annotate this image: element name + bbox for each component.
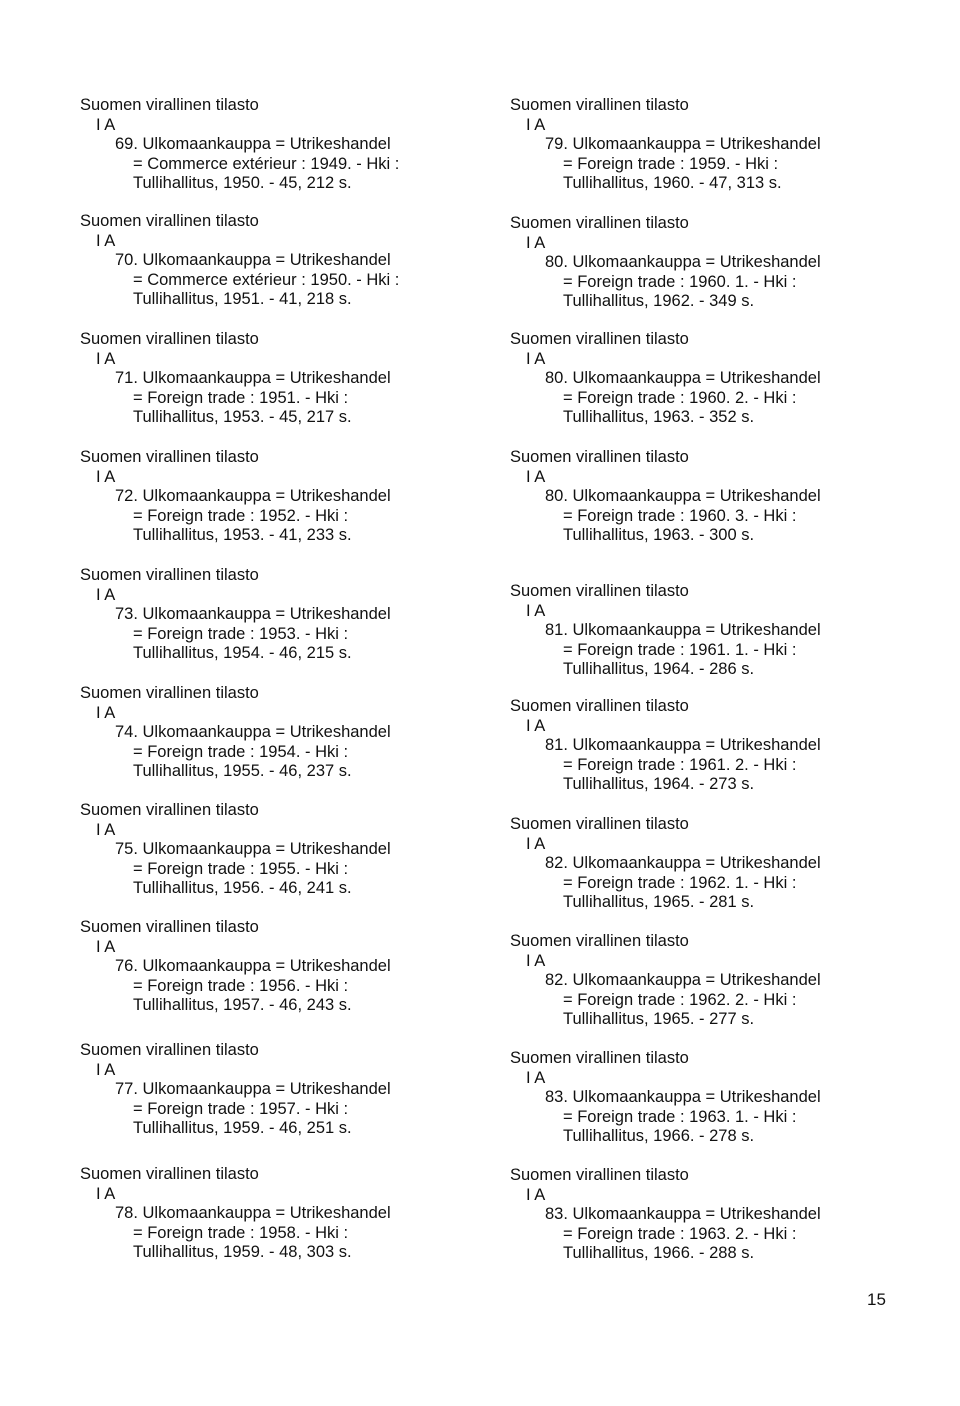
entry-title: 69. Ulkomaankauppa = Utrikeshandel	[115, 135, 391, 153]
entry-imprint: Tullihallitus, 1953. - 45, 217 s.	[133, 408, 352, 426]
entry-parallel-title: = Foreign trade : 1955. - Hki :	[133, 859, 349, 878]
entry-parallel-title: = Foreign trade : 1961. 2. - Hki :	[563, 755, 797, 774]
entry-imprint: Tullihallitus, 1960. - 47, 313 s.	[563, 174, 782, 192]
bibliography-entry	[510, 697, 940, 795]
series-subdivision: I A	[96, 820, 116, 839]
entry-imprint: Tullihallitus, 1964. - 273 s.	[563, 775, 755, 793]
entry-title: 75. Ulkomaankauppa = Utrikeshandel	[115, 840, 391, 858]
series-title: Suomen virallinen tilasto	[80, 1165, 259, 1183]
bibliography-entry	[510, 1049, 940, 1147]
entry-parallel-title: = Foreign trade : 1963. 1. - Hki :	[563, 1107, 797, 1126]
series-subdivision: I A	[526, 834, 546, 853]
series-subdivision: I A	[526, 716, 546, 735]
entry-imprint: Tullihallitus, 1965. - 277 s.	[563, 1010, 755, 1028]
bibliography-entry	[510, 582, 940, 680]
bibliography-entry	[80, 684, 510, 782]
series-title: Suomen virallinen tilasto	[80, 96, 259, 114]
series-title: Suomen virallinen tilasto	[80, 918, 259, 936]
page-number: 15	[867, 1290, 886, 1309]
series-title: Suomen virallinen tilasto	[80, 1041, 259, 1059]
bibliography-entry	[510, 815, 940, 913]
entry-parallel-title: = Foreign trade : 1960. 2. - Hki :	[563, 388, 797, 407]
entry-imprint: Tullihallitus, 1966. - 288 s.	[563, 1244, 755, 1262]
series-title: Suomen virallinen tilasto	[510, 697, 689, 715]
series-subdivision: I A	[526, 951, 546, 970]
series-title: Suomen virallinen tilasto	[510, 1166, 689, 1184]
bibliography-entry	[80, 1041, 510, 1139]
entry-parallel-title: = Foreign trade : 1963. 2. - Hki :	[563, 1224, 797, 1243]
entry-title: 80. Ulkomaankauppa = Utrikeshandel	[545, 253, 821, 271]
bibliography-entry	[80, 566, 510, 664]
series-title: Suomen virallinen tilasto	[510, 1049, 689, 1067]
entry-imprint: Tullihallitus, 1953. - 41, 233 s.	[133, 526, 352, 544]
series-subdivision: I A	[526, 349, 546, 368]
entry-title: 79. Ulkomaankauppa = Utrikeshandel	[545, 135, 821, 153]
entry-imprint: Tullihallitus, 1965. - 281 s.	[563, 893, 755, 911]
entry-title: 80. Ulkomaankauppa = Utrikeshandel	[545, 487, 821, 505]
entry-imprint: Tullihallitus, 1955. - 46, 237 s.	[133, 762, 352, 780]
entry-title: 82. Ulkomaankauppa = Utrikeshandel	[545, 971, 821, 989]
bibliography-entry	[510, 932, 940, 1030]
bibliography-entry	[510, 330, 940, 428]
series-title: Suomen virallinen tilasto	[510, 932, 689, 950]
bibliography-entry	[80, 330, 510, 428]
entry-title: 81. Ulkomaankauppa = Utrikeshandel	[545, 736, 821, 754]
entry-parallel-title: = Foreign trade : 1951. - Hki :	[133, 388, 349, 407]
entry-imprint: Tullihallitus, 1963. - 352 s.	[563, 408, 755, 426]
series-subdivision: I A	[96, 467, 116, 486]
series-title: Suomen virallinen tilasto	[80, 566, 259, 584]
entry-imprint: Tullihallitus, 1951. - 41, 218 s.	[133, 290, 352, 308]
entry-imprint: Tullihallitus, 1954. - 46, 215 s.	[133, 644, 352, 662]
series-title: Suomen virallinen tilasto	[510, 815, 689, 833]
entry-title: 71. Ulkomaankauppa = Utrikeshandel	[115, 369, 391, 387]
series-subdivision: I A	[96, 1060, 116, 1079]
series-title: Suomen virallinen tilasto	[510, 582, 689, 600]
entry-imprint: Tullihallitus, 1963. - 300 s.	[563, 526, 755, 544]
series-subdivision: I A	[526, 467, 546, 486]
entry-title: 76. Ulkomaankauppa = Utrikeshandel	[115, 957, 391, 975]
entry-title: 83. Ulkomaankauppa = Utrikeshandel	[545, 1088, 821, 1106]
series-subdivision: I A	[96, 349, 116, 368]
entry-parallel-title: = Commerce extérieur : 1950. - Hki :	[133, 270, 400, 289]
series-subdivision: I A	[96, 585, 116, 604]
entry-parallel-title: = Foreign trade : 1961. 1. - Hki :	[563, 640, 797, 659]
series-title: Suomen virallinen tilasto	[80, 448, 259, 466]
series-subdivision: I A	[96, 1184, 116, 1203]
series-title: Suomen virallinen tilasto	[510, 330, 689, 348]
bibliography-entry	[510, 1166, 940, 1264]
series-subdivision: I A	[96, 115, 116, 134]
entry-imprint: Tullihallitus, 1956. - 46, 241 s.	[133, 879, 352, 897]
entry-imprint: Tullihallitus, 1957. - 46, 243 s.	[133, 996, 352, 1014]
series-title: Suomen virallinen tilasto	[510, 96, 689, 114]
entry-parallel-title: = Foreign trade : 1962. 1. - Hki :	[563, 873, 797, 892]
series-subdivision: I A	[526, 1185, 546, 1204]
entry-title: 80. Ulkomaankauppa = Utrikeshandel	[545, 369, 821, 387]
entry-title: 70. Ulkomaankauppa = Utrikeshandel	[115, 251, 391, 269]
entry-imprint: Tullihallitus, 1959. - 46, 251 s.	[133, 1119, 352, 1137]
bibliography-entry	[80, 918, 510, 1016]
entry-imprint: Tullihallitus, 1966. - 278 s.	[563, 1127, 755, 1145]
bibliography-entry	[80, 448, 510, 546]
series-subdivision: I A	[96, 703, 116, 722]
entry-parallel-title: = Foreign trade : 1959. - Hki :	[563, 154, 779, 173]
entry-parallel-title: = Foreign trade : 1956. - Hki :	[133, 976, 349, 995]
entry-parallel-title: = Foreign trade : 1962. 2. - Hki :	[563, 990, 797, 1009]
bibliography-entry	[510, 214, 940, 312]
series-subdivision: I A	[96, 231, 116, 250]
series-subdivision: I A	[526, 233, 546, 252]
series-title: Suomen virallinen tilasto	[80, 330, 259, 348]
series-subdivision: I A	[526, 601, 546, 620]
bibliography-entry	[80, 212, 510, 310]
entry-parallel-title: = Foreign trade : 1953. - Hki :	[133, 624, 349, 643]
entry-parallel-title: = Foreign trade : 1960. 1. - Hki :	[563, 272, 797, 291]
entry-parallel-title: = Foreign trade : 1958. - Hki :	[133, 1223, 349, 1242]
entry-title: 74. Ulkomaankauppa = Utrikeshandel	[115, 723, 391, 741]
entry-parallel-title: = Foreign trade : 1952. - Hki :	[133, 506, 349, 525]
series-title: Suomen virallinen tilasto	[510, 448, 689, 466]
entry-parallel-title: = Foreign trade : 1954. - Hki :	[133, 742, 349, 761]
bibliography-entry	[510, 96, 940, 194]
entry-imprint: Tullihallitus, 1962. - 349 s.	[563, 292, 755, 310]
entry-title: 83. Ulkomaankauppa = Utrikeshandel	[545, 1205, 821, 1223]
entry-title: 72. Ulkomaankauppa = Utrikeshandel	[115, 487, 391, 505]
bibliography-entry	[80, 96, 510, 194]
entry-title: 77. Ulkomaankauppa = Utrikeshandel	[115, 1080, 391, 1098]
series-title: Suomen virallinen tilasto	[510, 214, 689, 232]
entry-imprint: Tullihallitus, 1964. - 286 s.	[563, 660, 755, 678]
bibliography-entry	[510, 448, 940, 546]
bibliography-entry	[80, 801, 510, 899]
entry-parallel-title: = Foreign trade : 1960. 3. - Hki :	[563, 506, 797, 525]
bibliography-entry	[80, 1165, 510, 1263]
entry-imprint: Tullihallitus, 1959. - 48, 303 s.	[133, 1243, 352, 1261]
series-subdivision: I A	[526, 115, 546, 134]
entry-title: 73. Ulkomaankauppa = Utrikeshandel	[115, 605, 391, 623]
entry-imprint: Tullihallitus, 1950. - 45, 212 s.	[133, 174, 352, 192]
series-title: Suomen virallinen tilasto	[80, 684, 259, 702]
entry-parallel-title: = Foreign trade : 1957. - Hki :	[133, 1099, 349, 1118]
series-subdivision: I A	[96, 937, 116, 956]
series-title: Suomen virallinen tilasto	[80, 801, 259, 819]
series-title: Suomen virallinen tilasto	[80, 212, 259, 230]
entry-parallel-title: = Commerce extérieur : 1949. - Hki :	[133, 154, 400, 173]
series-subdivision: I A	[526, 1068, 546, 1087]
entry-title: 78. Ulkomaankauppa = Utrikeshandel	[115, 1204, 391, 1222]
entry-title: 81. Ulkomaankauppa = Utrikeshandel	[545, 621, 821, 639]
entry-title: 82. Ulkomaankauppa = Utrikeshandel	[545, 854, 821, 872]
